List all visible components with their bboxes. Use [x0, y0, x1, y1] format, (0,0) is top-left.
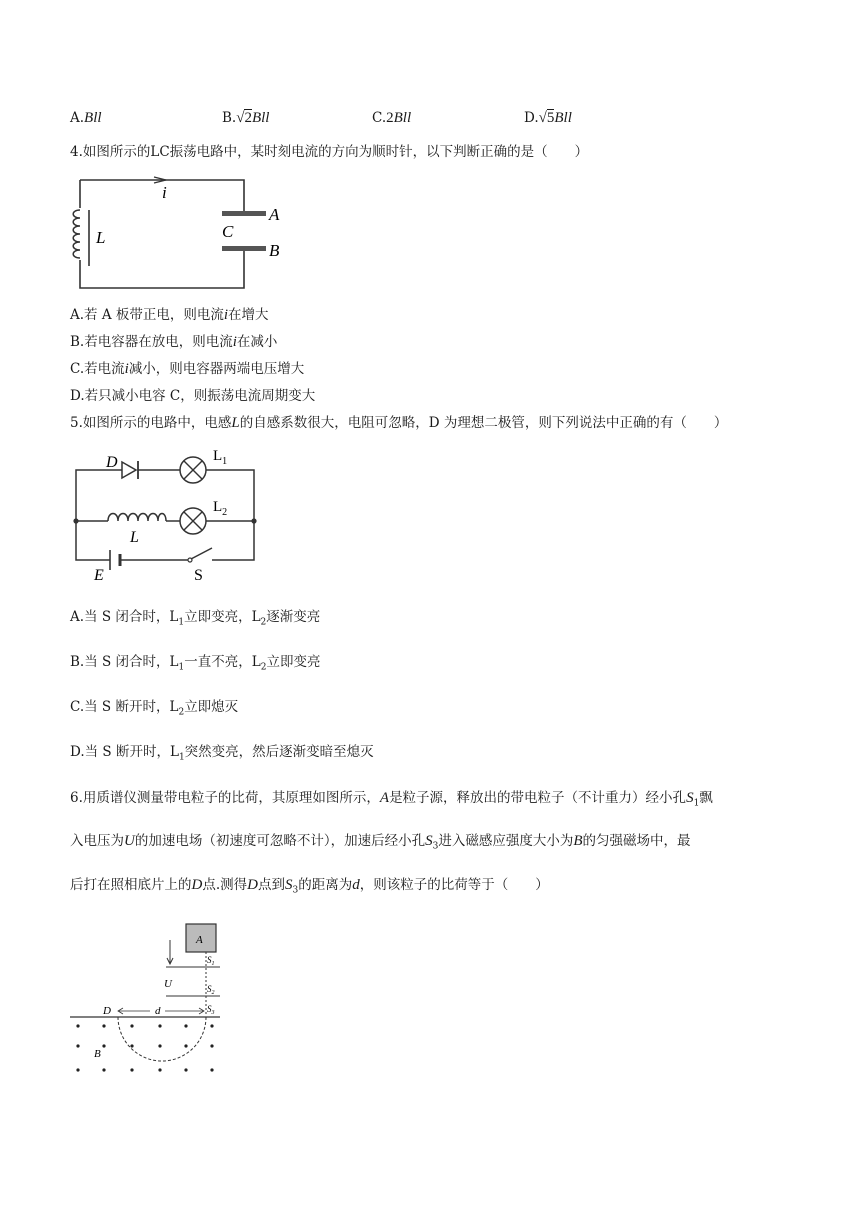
- q4-option-d: D.若只减小电容 C，则振荡电流周期变大: [70, 388, 316, 404]
- q5-option-c: C.当 S 断开时，$L_2$立即熄灭: [70, 699, 239, 718]
- question-6-line-1: 6.用质谱仪测量带电粒子的比荷，其原理如图所示，A是粒子源，释放出的带电粒子（不计重力）经小孔$S_1$飘: [70, 790, 713, 809]
- option-a: A.Bll: [70, 110, 102, 126]
- question-5-stem: 5.如图所示的电路中，电感L的自感系数很大，电阻可忽略，D 为理想二极管，则下列说法中正确的有（ ）: [70, 415, 728, 431]
- lamp2-label: $L_2$: [213, 499, 228, 518]
- switch-label: S: [194, 567, 203, 584]
- current-label: i: [162, 183, 167, 202]
- field-label: B: [94, 1048, 101, 1060]
- inductor-label: L: [96, 228, 106, 247]
- inductor-label: L: [130, 529, 139, 546]
- q4-option-c: C.若电流i减小，则电容器两端电压增大: [70, 361, 305, 377]
- distance-label: d: [155, 1005, 161, 1017]
- option-b: B.√2Bll: [222, 110, 270, 126]
- question-6-line-2: 入电压为U的加速电场（初速度可忽略不计），加速后经小孔$S_3$进入磁感应强度大小为B的匀强磁场中，最: [70, 833, 691, 852]
- point-d-label: D: [103, 1005, 111, 1017]
- q4-option-a: A.若 A 板带正电，则电流i在增大: [70, 307, 269, 323]
- question-4-stem: 4.如图所示的LC振荡电路中，某时刻电流的方向为顺时针，以下判断正确的是（ ）: [70, 144, 589, 160]
- plate-a-label: A: [269, 205, 280, 224]
- battery-label: E: [94, 567, 104, 584]
- s2-label: $S_2$: [207, 984, 215, 996]
- plate-b-label: B: [269, 241, 280, 260]
- mass-spectrometer-figure: [70, 920, 230, 1080]
- capacitor-label: C: [222, 222, 234, 241]
- lc-circuit-figure: [62, 170, 292, 295]
- option-d: D.√5Bll: [524, 110, 572, 126]
- q4-option-b: B.若电容器在放电，则电流i在减小: [70, 334, 278, 350]
- question-6-line-3: 后打在照相底片上的D点.测得D点到$S_3$的距离为d，则该粒子的比荷等于（ ）: [70, 877, 549, 896]
- q5-option-b: B.当 S 闭合时，$L_1$一直不亮，$L_2$立即变亮: [70, 654, 321, 673]
- voltage-label: U: [164, 978, 172, 990]
- lamp1-label: $L_1$: [213, 448, 228, 467]
- option-c: C.2Bll: [372, 110, 412, 126]
- s1-label: $S_1$: [207, 955, 215, 967]
- q5-option-d: D.当 S 断开时，$L_1$突然变亮，然后逐渐变暗至熄灭: [70, 744, 374, 763]
- s3-label: $S_3$: [207, 1004, 215, 1016]
- diode-inductor-circuit-figure: [66, 444, 266, 584]
- q5-option-a: A.当 S 闭合时，$L_1$立即变亮，$L_2$逐渐变亮: [70, 609, 321, 628]
- diode-label: D: [106, 454, 118, 471]
- source-label: A: [196, 934, 203, 946]
